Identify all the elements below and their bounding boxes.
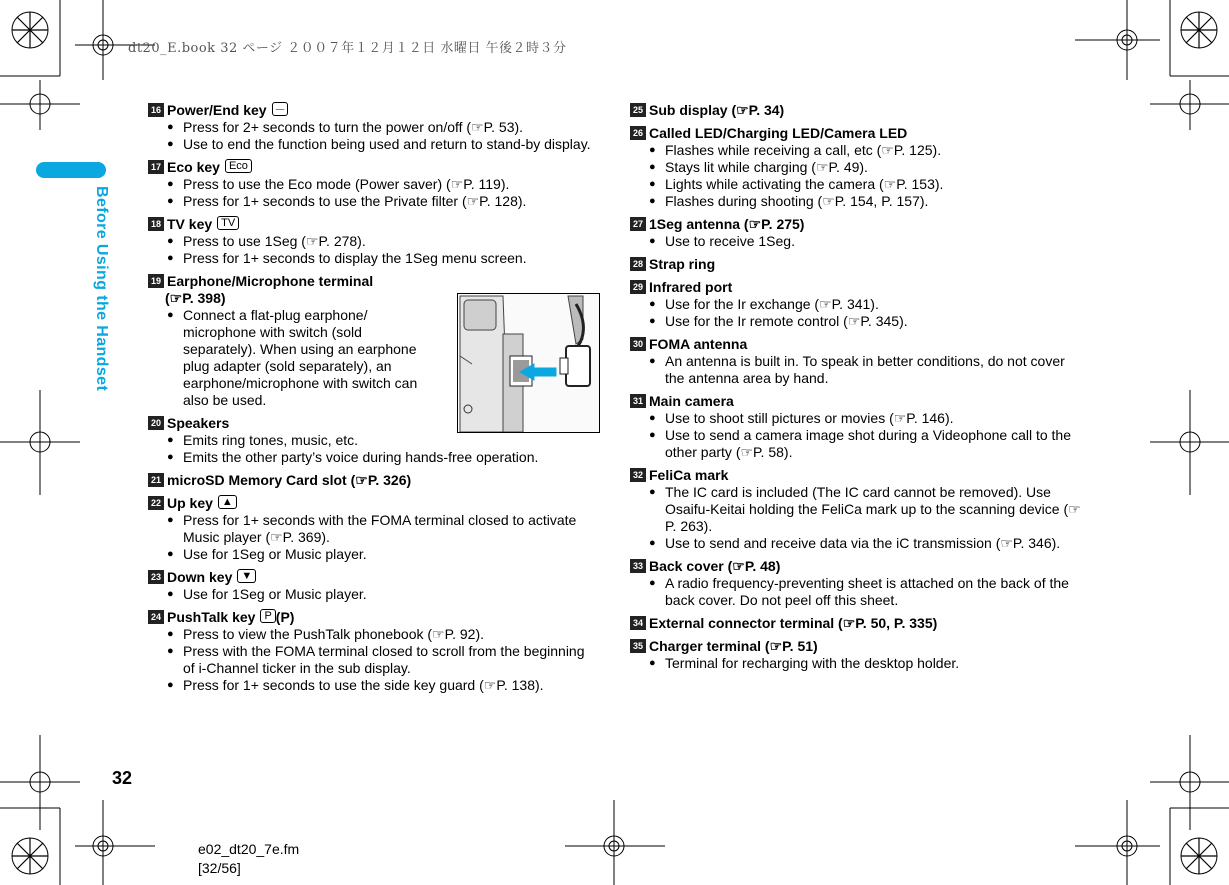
list-item — [630, 558, 1085, 609]
bullet-text: ● Press to view the PushTalk phonebook (☞P. 92). — [165, 626, 600, 643]
bullet-text: ● Use to send a camera image shot during a Videophone call to the other party (☞P. 58). — [647, 427, 1085, 461]
item-number: 29 — [630, 280, 646, 294]
bullet-text: ● Press with the FOMA terminal closed to scroll from the beginning of i-Channel ticker in the sub display. — [165, 643, 600, 677]
item-number: 16 — [148, 103, 164, 117]
list-item — [148, 102, 600, 153]
item-title: Up key — [167, 495, 213, 511]
list-item — [630, 638, 1085, 672]
eco-key-icon: Eco — [225, 159, 252, 173]
item-title: FOMA antenna — [649, 336, 748, 352]
bullet-text: ● Press to use the Eco mode (Power saver) (☞P. 119). — [165, 176, 600, 193]
bullet-text: ● Use for 1Seg or Music player. — [165, 586, 600, 603]
bullet-text: ● Press for 1+ seconds to use the side key guard (☞P. 138). — [165, 677, 600, 694]
item-number: 32 — [630, 468, 646, 482]
item-title: Main camera — [649, 393, 734, 409]
item-number: 24 — [148, 610, 164, 624]
item-number: 20 — [148, 416, 164, 430]
list-item — [630, 279, 1085, 330]
bullet-text: ● Stays lit while charging (☞P. 49). — [647, 159, 1085, 176]
item-number: 35 — [630, 639, 646, 653]
bullet-text: ● Press for 1+ seconds to use the Private filter (☞P. 128). — [165, 193, 600, 210]
section-tab-label: Before Using the Handset — [93, 186, 110, 392]
bullet-text: ● Flashes during shooting (☞P. 154, P. 157). — [647, 193, 1085, 210]
bullet-text: ● Use for 1Seg or Music player. — [165, 546, 600, 563]
list-item — [630, 256, 1085, 273]
item-number: 28 — [630, 257, 646, 271]
tv-key-icon: TV — [217, 216, 239, 230]
item-title: Sub display (☞P. 34) — [649, 102, 785, 118]
item-title: 1Seg antenna (☞P. 275) — [649, 216, 805, 232]
item-title: PushTalk key — [167, 609, 256, 625]
power-end-key-icon: ⏤ — [272, 102, 289, 116]
list-item — [148, 415, 600, 466]
item-title: FeliCa mark — [649, 467, 729, 483]
bullet-text: ● Lights while activating the camera (☞P. 153). — [647, 176, 1085, 193]
item-title: External connector terminal (☞P. 50, P. 335) — [649, 615, 938, 631]
item-number: 19 — [148, 274, 164, 288]
bullet-text: ● Terminal for recharging with the desktop holder. — [647, 655, 1085, 672]
up-key-icon: ▲ — [218, 495, 237, 509]
list-item — [148, 216, 600, 267]
item-number: 23 — [148, 570, 164, 584]
item-title: Called LED/Charging LED/Camera LED — [649, 125, 908, 141]
item-number: 31 — [630, 394, 646, 408]
bullet-text: ● Use to end the function being used and return to stand-by display. — [165, 136, 600, 153]
list-item — [630, 216, 1085, 250]
list-item — [148, 273, 433, 409]
item-title: Charger terminal (☞P. 51) — [649, 638, 818, 654]
bullet-text: ● Emits ring tones, music, etc. — [165, 432, 600, 449]
item-number: 21 — [148, 473, 164, 487]
item-number: 25 — [630, 103, 646, 117]
item-number: 33 — [630, 559, 646, 573]
item-number: 34 — [630, 616, 646, 630]
list-item — [148, 159, 600, 210]
bullet-text: ● Use for the Ir exchange (☞P. 341). — [647, 296, 1085, 313]
item-title-ref: (☞P. 398) — [165, 290, 226, 306]
list-item — [630, 125, 1085, 210]
bullet-text: ● Use to receive 1Seg. — [647, 233, 1085, 250]
bullet-text: ● Emits the other party’s voice during hands-free operation. — [165, 449, 600, 466]
item-number: 26 — [630, 126, 646, 140]
item-number: 22 — [148, 496, 164, 510]
bullet-text: ● Use to shoot still pictures or movies (☞P. 146). — [647, 410, 1085, 427]
item-number: 27 — [630, 217, 646, 231]
side-tab-marker — [36, 162, 106, 178]
bullet-text: ● Connect a flat-plug earphone/ microphone with switch (sold separately). When using an earphone plug adapter (sold separately), an earphone/microphone with switch can also be used. — [165, 307, 433, 409]
bullet-text: ● A radio frequency-preventing sheet is attached on the back of the back cover. Do not peel off this sheet. — [647, 575, 1085, 609]
page-number: 32 — [112, 768, 133, 788]
item-title: Strap ring — [649, 256, 716, 272]
item-title: Speakers — [167, 415, 230, 431]
item-title: TV key — [167, 216, 213, 232]
list-item — [148, 495, 600, 563]
right-column — [630, 102, 1085, 678]
bullet-text: ● Press for 1+ seconds to display the 1Seg menu screen. — [165, 250, 600, 267]
list-item — [630, 336, 1085, 387]
bullet-text: ● An antenna is built in. To speak in better conditions, do not cover the antenna area by hand. — [647, 353, 1085, 387]
bullet-text: ● Press for 2+ seconds to turn the power on/off (☞P. 53). — [165, 119, 600, 136]
item-title: Earphone/Microphone terminal — [167, 273, 374, 289]
list-item — [148, 609, 600, 694]
list-item — [630, 615, 1085, 632]
item-title: Down key — [167, 569, 233, 585]
footer-pages: [32/56] — [198, 860, 241, 876]
bullet-text: ● Use to send and receive data via the iC transmission (☞P. 346). — [647, 535, 1085, 552]
list-item — [630, 467, 1085, 552]
bullet-text: ● Press for 1+ seconds with the FOMA terminal closed to activate Music player (☞P. 369). — [165, 512, 600, 546]
bullet-text: ● Press to use 1Seg (☞P. 278). — [165, 233, 600, 250]
item-title: Eco key — [167, 159, 220, 175]
list-item — [630, 393, 1085, 461]
print-info-header: dt20_E.book 32 ページ ２００７年１２月１２日 水曜日 午後２時３分 — [128, 41, 567, 56]
item-title: Power/End key — [167, 102, 267, 118]
item-number: 18 — [148, 217, 164, 231]
footer — [198, 840, 299, 878]
pushtalk-key-icon: P — [260, 609, 275, 623]
down-key-icon: ▼ — [237, 569, 256, 583]
item-title: microSD Memory Card slot (☞P. 326) — [167, 472, 412, 488]
list-item — [148, 472, 600, 489]
item-title-suffix: (P) — [275, 609, 295, 625]
item-number: 17 — [148, 160, 164, 174]
item-title: Back cover (☞P. 48) — [649, 558, 781, 574]
item-number: 30 — [630, 337, 646, 351]
list-item — [630, 102, 1085, 119]
bullet-text: ● Flashes while receiving a call, etc (☞P. 125). — [647, 142, 1085, 159]
item-title: Infrared port — [649, 279, 733, 295]
footer-file: e02_dt20_7e.fm — [198, 841, 300, 857]
bullet-text: ● The IC card is included (The IC card cannot be removed). Use Osaifu-Keitai holding the FeliCa mark up to the scanning device (☞P. 263). — [647, 484, 1085, 535]
list-item — [148, 569, 600, 603]
bullet-text: ● Use for the Ir remote control (☞P. 345). — [647, 313, 1085, 330]
left-column — [148, 102, 600, 700]
